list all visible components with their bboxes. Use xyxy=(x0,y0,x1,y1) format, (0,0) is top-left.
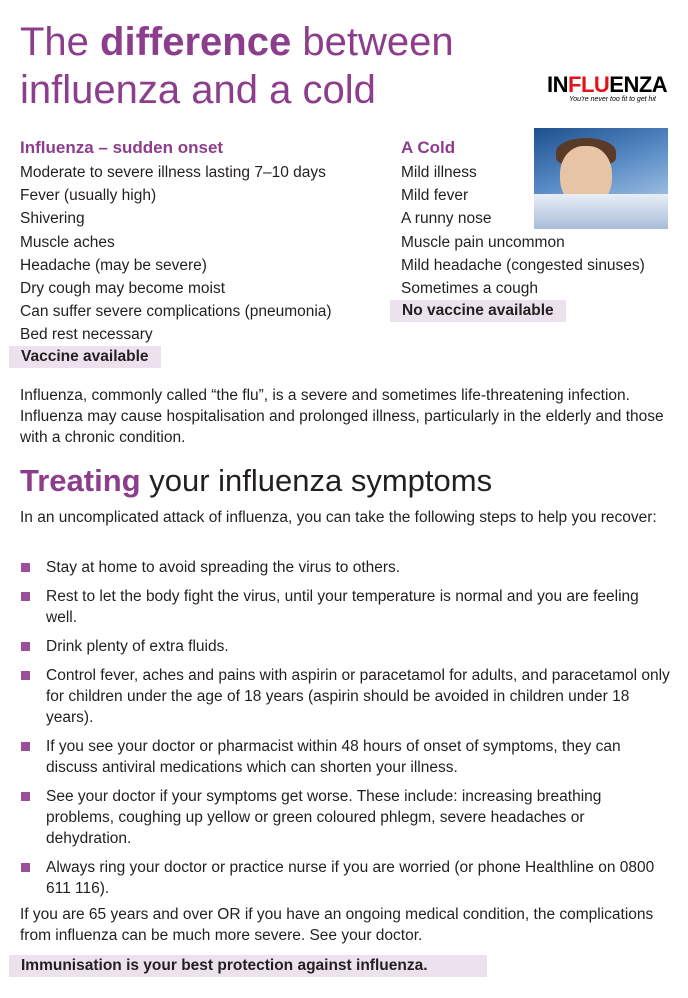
bullet-square-icon xyxy=(21,671,30,680)
influenza-logo xyxy=(547,74,673,110)
list-item: A runny nose xyxy=(401,210,492,228)
step-text: If you see your doctor or pharmacist within 48 hours of onset of symptoms, they can discuss antiviral medications which can shorten your illness. xyxy=(46,738,621,776)
list-item: Mild fever xyxy=(401,187,469,205)
logo-wordmark xyxy=(547,74,673,96)
logo-wordmark-flu: FLU xyxy=(568,72,610,97)
bullet-square-icon xyxy=(21,642,30,651)
list-item: Sometimes a cough xyxy=(401,279,538,297)
list-item xyxy=(20,636,670,657)
list-item: Moderate to severe illness lasting 7–10 days xyxy=(20,164,326,181)
treatment-steps-list xyxy=(20,557,670,907)
step-text: Always ring your doctor or practice nurse if you are worried (or phone Healthline on 0800 611 116). xyxy=(46,859,655,897)
no-vaccine-badge: No vaccine available xyxy=(390,300,566,322)
title-line2: influenza and a cold xyxy=(20,68,376,112)
list-item: Muscle pain uncommon xyxy=(401,233,565,251)
step-text: Rest to let the body fight the virus, until your temperature is normal and you are feeling well. xyxy=(46,588,639,626)
list-item: Headache (may be severe) xyxy=(20,256,207,274)
list-item xyxy=(20,665,670,728)
treating-heading-rest: your influenza symptoms xyxy=(140,463,493,498)
influenza-heading: Influenza – sudden onset xyxy=(20,138,224,157)
treating-heading xyxy=(20,462,492,500)
vaccine-available-badge: Vaccine available xyxy=(9,346,161,368)
list-item: Shivering xyxy=(20,210,85,228)
influenza-symptom-list xyxy=(20,161,332,347)
list-item: Mild illness xyxy=(401,164,477,181)
immunisation-banner: Immunisation is your best protection against influenza. xyxy=(9,955,487,977)
title-suffix: between xyxy=(291,20,454,64)
bullet-square-icon xyxy=(21,863,30,872)
list-item xyxy=(20,586,670,628)
page-title xyxy=(20,18,454,114)
sick-child-photo xyxy=(534,128,668,229)
treating-heading-bold: Treating xyxy=(20,463,141,498)
cold-heading: A Cold xyxy=(401,138,456,157)
intro-paragraph: Influenza, commonly called “the flu”, is a severe and sometimes life-threatening infection. Influenza may cause hospitalisation and prolonged illness, particularly in the elderly and those with a chronic condition. xyxy=(20,387,664,446)
list-item xyxy=(20,557,670,578)
list-item xyxy=(20,736,670,778)
logo-tagline: You're never too fit to get hit xyxy=(569,96,656,103)
list-item: Fever (usually high) xyxy=(20,187,157,205)
list-item xyxy=(20,786,670,849)
step-text: Control fever, aches and pains with aspirin or paracetamol for adults, and paracetamol only for children under the age of 18 years (aspirin should be avoided in children under 18 years). xyxy=(46,667,670,726)
title-bold: difference xyxy=(100,20,292,64)
list-item: Dry cough may become moist xyxy=(20,279,226,297)
step-text: Stay at home to avoid spreading the virus to others. xyxy=(46,559,401,576)
list-item: Bed rest necessary xyxy=(20,326,153,344)
logo-wordmark-enza: ENZA xyxy=(609,72,668,97)
logo-wordmark-in: IN xyxy=(547,72,568,97)
step-text: Drink plenty of extra fluids. xyxy=(46,638,229,655)
closing-paragraph: If you are 65 years and over OR if you have an ongoing medical condition, the complications from influenza can be much more severe. See your doctor. xyxy=(20,906,654,944)
photo-blanket xyxy=(534,194,668,229)
bullet-square-icon xyxy=(21,592,30,601)
list-item: Can suffer severe complications (pneumonia) xyxy=(20,303,332,321)
bullet-square-icon xyxy=(21,792,30,801)
title-prefix: The xyxy=(20,20,101,64)
bullet-square-icon xyxy=(21,563,30,572)
list-item: Muscle aches xyxy=(20,233,115,251)
list-item xyxy=(20,857,670,899)
list-item: Mild headache (congested sinuses) xyxy=(401,256,645,274)
treating-lead: In an uncomplicated attack of influenza, you can take the following steps to help you recover: xyxy=(20,509,657,526)
bullet-square-icon xyxy=(21,742,30,751)
step-text: See your doctor if your symptoms get worse. These include: increasing breathing problems, coughing up yellow or green coloured phlegm, severe headaches or dehydration. xyxy=(46,788,602,847)
